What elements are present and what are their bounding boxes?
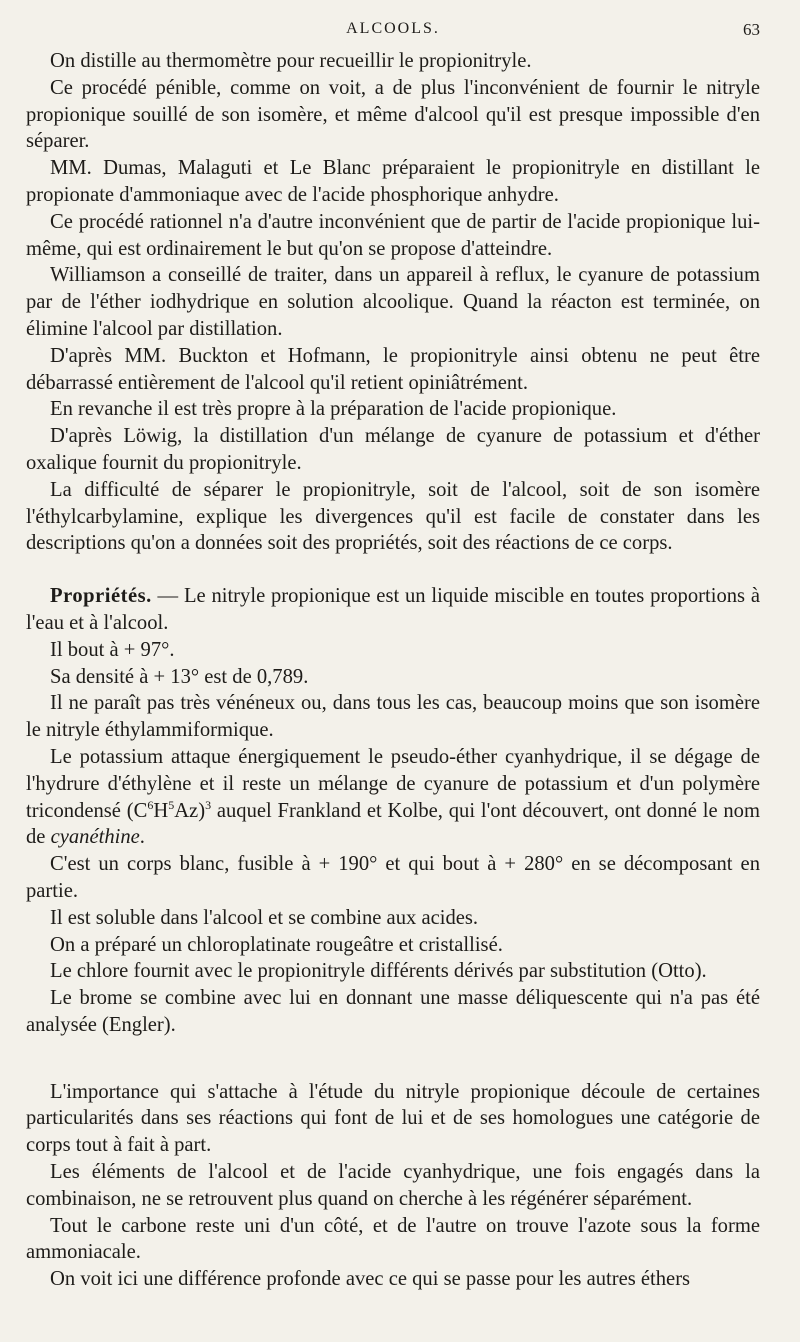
paragraph-painful-procedure: Ce procédé pénible, comme on voit, a de plus l'inconvénient de fournir le nitryle propionique souillé de son isomère, et même d'alcool qu'il est presque impossible d'en séparer. bbox=[26, 76, 760, 153]
paragraph-separation-difficulty: La difficulté de séparer le propionitryle, soit de l'alcool, soit de son isomère l'éthylcarbylamine, explique les divergences qu'il est facile de constater dans les descriptions qu'on a données soit des propriétés, soit des réactions de ce corps. bbox=[26, 478, 760, 555]
text-block bbox=[26, 48, 760, 1293]
paragraph-solubility: Il est soluble dans l'alcool et se combine aux acides. bbox=[50, 906, 479, 929]
formula-superscript-5: 5 bbox=[168, 797, 175, 812]
running-head bbox=[26, 14, 760, 48]
paragraph-propionic-acid-use: En revanche il est très propre à la préparation de l'acide propionique. bbox=[50, 398, 617, 421]
paragraph-chlorine: Le chlore fournit avec le propionitryle différents dérivés par substitution (Otto). bbox=[50, 960, 707, 983]
paragraph-importance: L'importance qui s'attache à l'étude du nitryle propionique découle de certaines particularités dans ses réactions qui font de lui et de ses homologues une catégorie de corps tout à fait à part. bbox=[26, 1080, 760, 1157]
page-number: 63 bbox=[743, 20, 760, 39]
potassium-text-start: Le potassium attaque énergiquement le pseudo-éther cyanhydrique, il se dégage de l'hydrure d'éthylène et il reste un mélange de cyanure de potassium et d'un polymère tricondensé (C bbox=[26, 745, 760, 822]
formula-superscript-6: 6 bbox=[147, 797, 154, 812]
paragraph-buckton-hofmann: D'après MM. Buckton et Hofmann, le propionitryle ainsi obtenu ne peut être débarrassé entièrement de l'alcool qu'il retient opiniâtrément. bbox=[26, 344, 760, 394]
paragraph-white-body: C'est un corps blanc, fusible à + 190° et qui bout à + 280° en se décomposant en partie. bbox=[26, 853, 760, 902]
paragraph-boiling-point: Il bout à + 97°. bbox=[50, 638, 175, 661]
cyanethine-name: cyanéthine bbox=[50, 826, 140, 849]
potassium-text-middle: auquel Frankland et Kolbe, qui l'ont découvert, ont donné le nom de bbox=[26, 799, 760, 849]
properties-intro: — Le nitryle propionique est un liquide miscible en toutes proportions à l'eau et à l'alcool. bbox=[26, 585, 760, 634]
paragraph-carbon-nitrogen: Tout le carbone reste uni d'un côté, et de l'autre on trouve l'azote sous la forme ammoniacale. bbox=[26, 1214, 760, 1264]
paragraph-rational-procedure: Ce procédé rationnel n'a d'autre inconvénient que de partir de l'acide propionique lui-même, qui est ordinairement le but qu'on se propose d'atteindre. bbox=[26, 210, 760, 260]
paragraph-bromine: Le brome se combine avec lui en donnant une masse déliquescente qui n'a pas été analysée (Engler). bbox=[26, 987, 760, 1036]
properties-heading: Propriétés. bbox=[50, 585, 152, 608]
paragraph-lowig-method: D'après Löwig, la distillation d'un mélange de cyanure de potassium et d'éther oxalique fournit du propionitryle. bbox=[26, 425, 760, 474]
formula-hydrogen: H bbox=[153, 799, 169, 822]
paragraph-chloroplatinate: On a préparé un chloroplatinate rougeâtre et cristallisé. bbox=[50, 933, 503, 956]
paragraph-dumas-method: MM. Dumas, Malaguti et Le Blanc préparaient le propionitryle en distillant le propionate d'ammoniaque avec de l'acide phosphorique anhydre. bbox=[26, 157, 760, 206]
paragraph-thermometer: On distille au thermomètre pour recueillir le propionitryle. bbox=[50, 50, 532, 72]
section-gap-large bbox=[26, 1039, 760, 1079]
formula-superscript-3: 3 bbox=[205, 797, 212, 812]
paragraph-properties bbox=[26, 583, 760, 637]
paragraph-potassium-reaction bbox=[26, 744, 760, 851]
formula-nitrogen: Az) bbox=[174, 799, 206, 822]
running-title: ALCOOLS. bbox=[346, 20, 440, 37]
paragraph-difference: On voit ici une différence profonde avec ce qui se passe pour les autres éthers bbox=[50, 1268, 691, 1291]
section-gap bbox=[26, 557, 760, 583]
paragraph-elements: Les éléments de l'alcool et de l'acide cyanhydrique, une fois engagés dans la combinaison, ne se retrouvent plus quand on cherche à les régénérer séparément. bbox=[26, 1161, 760, 1210]
paragraph-toxicity: Il ne paraît pas très vénéneux ou, dans tous les cas, beaucoup moins que son isomère le nitryle éthylammiformique. bbox=[26, 692, 760, 742]
paragraph-williamson-method: Williamson a conseillé de traiter, dans un appareil à reflux, le cyanure de potassium par de l'éther iodhydrique en solution alcoolique. Quand la réacton est terminée, on élimine l'alcool par distillation. bbox=[26, 264, 760, 340]
paragraph-density: Sa densité à + 13° est de 0,789. bbox=[50, 665, 309, 688]
potassium-text-end: . bbox=[139, 826, 145, 849]
